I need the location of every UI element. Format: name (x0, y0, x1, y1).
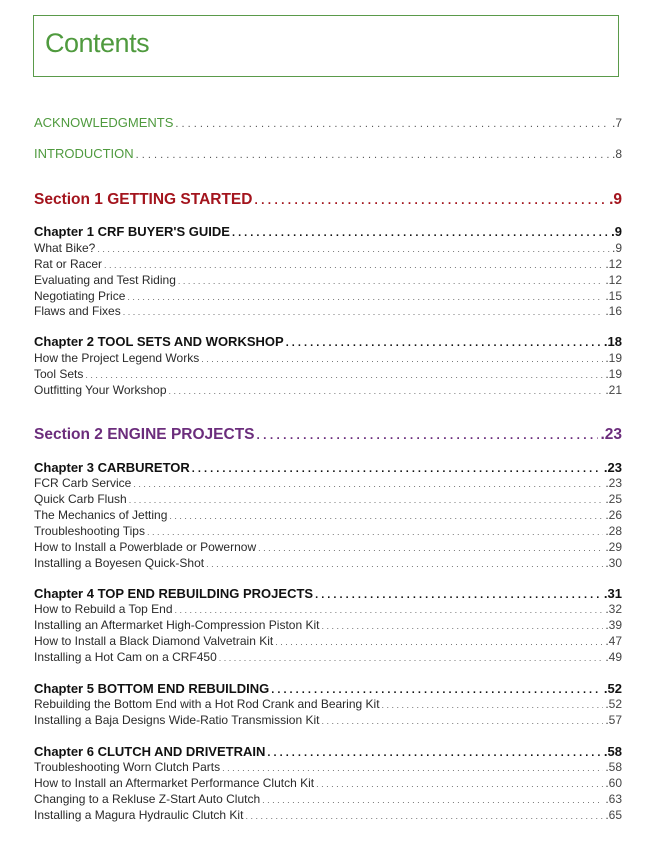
leader-dots (382, 700, 604, 710)
leader-dots (104, 260, 603, 270)
entry-label: Outfitting Your Workshop (34, 383, 167, 397)
page-number: .23 (600, 426, 622, 443)
toc-entry[interactable] (34, 760, 622, 774)
page-number: .19 (605, 367, 622, 381)
toc-entry[interactable] (34, 697, 622, 711)
leader-dots (267, 747, 602, 759)
leader-dots (85, 370, 603, 380)
page-number: .63 (605, 792, 622, 806)
toc-entry[interactable] (34, 776, 622, 790)
leader-dots (192, 463, 602, 475)
entry-label: Rat or Racer (34, 257, 103, 271)
chapter-label: Chapter 1 CRF BUYER'S GUIDE (34, 224, 230, 239)
leader-dots (97, 244, 610, 254)
leader-dots (219, 653, 604, 663)
page-number: .30 (605, 556, 622, 570)
page-number: .65 (605, 808, 622, 822)
entry-label: Troubleshooting Worn Clutch Parts (34, 760, 221, 774)
toc-section-1[interactable] (34, 191, 622, 209)
page-number: .26 (605, 508, 622, 522)
entry-label: Quick Carb Flush (34, 492, 127, 506)
toc-chapter-2[interactable] (34, 334, 622, 349)
page-number: .19 (605, 351, 622, 365)
page-number: .18 (603, 334, 622, 349)
page-number: .7 (611, 116, 622, 130)
page-number: .16 (605, 304, 622, 318)
page-number: .49 (605, 650, 622, 664)
entry-label: How to Rebuild a Top End (34, 602, 173, 616)
entry-label: Installing a Magura Hydraulic Clutch Kit (34, 808, 244, 822)
toc-entry[interactable] (34, 241, 622, 255)
page-number: .52 (605, 697, 622, 711)
page-title: Contents (45, 28, 150, 58)
page-number: .9 (609, 191, 622, 208)
toc-entry[interactable] (34, 273, 622, 287)
toc-entry[interactable] (34, 713, 622, 727)
page-number: .60 (605, 776, 622, 790)
section-label: Section 1 GETTING STARTED (34, 191, 253, 208)
leader-dots (123, 307, 604, 317)
contents-title-box (33, 15, 619, 77)
toc-item-acknowledgments[interactable] (34, 115, 622, 130)
leader-dots (169, 511, 603, 521)
entry-label: Tool Sets (34, 367, 84, 381)
page-number: .58 (603, 744, 622, 759)
page-number: .25 (605, 492, 622, 506)
toc-entry[interactable] (34, 808, 622, 822)
section-label: Section 2 ENGINE PROJECTS (34, 426, 255, 443)
leader-dots (321, 716, 603, 726)
page-number: .28 (605, 524, 622, 538)
page-number: .21 (605, 383, 622, 397)
entry-label: FCR Carb Service (34, 476, 132, 490)
entry-label: Installing a Hot Cam on a CRF450 (34, 650, 217, 664)
toc-chapter-3[interactable] (34, 460, 622, 475)
page-number: .58 (605, 760, 622, 774)
entry-label: Flaws and Fixes (34, 304, 121, 318)
entry-label: Negotiating Price (34, 289, 126, 303)
toc-entry[interactable] (34, 602, 622, 616)
chapter-label: Chapter 2 TOOL SETS AND WORKSHOP (34, 334, 284, 349)
toc-entry[interactable] (34, 476, 622, 490)
toc-label: ACKNOWLEDGMENTS (34, 115, 174, 130)
toc-entry[interactable] (34, 257, 622, 271)
toc-entry[interactable] (34, 634, 622, 648)
leader-dots (136, 149, 610, 161)
toc-entry[interactable] (34, 618, 622, 632)
leader-dots (201, 354, 603, 364)
chapter-label: Chapter 4 TOP END REBUILDING PROJECTS (34, 586, 314, 601)
page-number: .23 (603, 460, 622, 475)
leader-dots (175, 118, 610, 130)
entry-label: The Mechanics of Jetting (34, 508, 168, 522)
chapter-label: Chapter 3 CARBURETOR (34, 460, 190, 475)
entry-label: Installing an Aftermarket High-Compression Piston Kit (34, 618, 320, 632)
toc-entry[interactable] (34, 524, 622, 538)
toc-chapter-6[interactable] (34, 744, 622, 759)
page-number: .9 (611, 224, 622, 239)
page-number: .15 (605, 289, 622, 303)
page-number: .29 (605, 540, 622, 554)
page-number: .12 (605, 273, 622, 287)
toc-chapter-1[interactable] (34, 224, 622, 239)
toc-item-introduction[interactable] (34, 146, 622, 161)
leader-dots (133, 479, 603, 489)
entry-label: Evaluating and Test Riding (34, 273, 176, 287)
toc-entry[interactable] (34, 367, 622, 381)
page-number: .31 (603, 586, 622, 601)
leader-dots (175, 605, 604, 615)
toc-entry[interactable] (34, 650, 622, 664)
leader-dots (169, 386, 604, 396)
entry-label: Changing to a Rekluse Z-Start Auto Clutch (34, 792, 261, 806)
toc-chapter-5[interactable] (34, 681, 622, 696)
leader-dots (222, 763, 603, 773)
entry-label: Rebuilding the Bottom End with a Hot Rod Crank and Bearing Kit (34, 697, 380, 711)
leader-dots (258, 543, 603, 553)
toc-section-2[interactable] (34, 426, 622, 444)
leader-dots (271, 684, 602, 696)
page-number: .23 (605, 476, 622, 490)
toc-entry[interactable] (34, 556, 622, 570)
leader-dots (286, 337, 602, 349)
leader-dots (129, 495, 604, 505)
toc-chapter-4[interactable] (34, 586, 622, 601)
leader-dots (178, 276, 603, 286)
leader-dots (321, 621, 603, 631)
page-number: .47 (605, 634, 622, 648)
leader-dots (127, 292, 603, 302)
page-number: .32 (605, 602, 622, 616)
page-number: .8 (611, 147, 622, 161)
chapter-label: Chapter 6 CLUTCH AND DRIVETRAIN (34, 744, 266, 759)
toc-entry[interactable] (34, 289, 622, 303)
page-number: .57 (605, 713, 622, 727)
entry-label: How to Install an Aftermarket Performance Clutch Kit (34, 776, 315, 790)
page-number: .12 (605, 257, 622, 271)
toc-label: INTRODUCTION (34, 146, 134, 161)
entry-label: How to Install a Powerblade or Powernow (34, 540, 257, 554)
leader-dots (147, 527, 603, 537)
entry-label: Troubleshooting Tips (34, 524, 145, 538)
leader-dots (257, 428, 599, 442)
leader-dots (206, 559, 603, 569)
leader-dots (316, 779, 603, 789)
entry-label: Installing a Boyesen Quick-Shot (34, 556, 205, 570)
leader-dots (254, 193, 607, 207)
entry-label: Installing a Baja Designs Wide-Ratio Transmission Kit (34, 713, 320, 727)
leader-dots (232, 227, 609, 239)
toc-entry[interactable] (34, 540, 622, 554)
toc-entry[interactable] (34, 508, 622, 522)
leader-dots (315, 589, 602, 601)
toc-entry[interactable] (34, 351, 622, 365)
entry-label: How the Project Legend Works (34, 351, 200, 365)
page-number: .52 (603, 681, 622, 696)
leader-dots (245, 811, 603, 821)
entry-label: What Bike? (34, 241, 96, 255)
chapter-label: Chapter 5 BOTTOM END REBUILDING (34, 681, 270, 696)
leader-dots (262, 795, 603, 805)
leader-dots (275, 637, 603, 647)
toc-entry[interactable] (34, 492, 622, 506)
entry-label: How to Install a Black Diamond Valvetrain Kit (34, 634, 274, 648)
toc-entry[interactable] (34, 304, 622, 318)
page-number: .9 (611, 241, 622, 255)
toc-entry[interactable] (34, 792, 622, 806)
page-number: .39 (605, 618, 622, 632)
toc-entry[interactable] (34, 383, 622, 397)
